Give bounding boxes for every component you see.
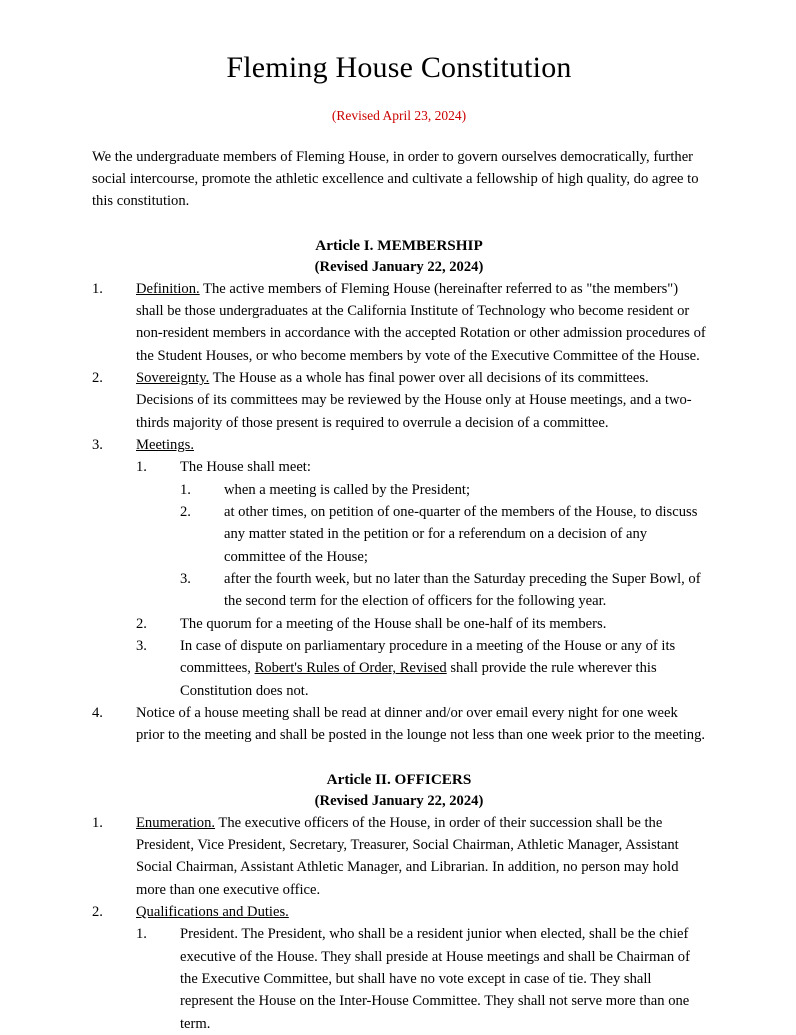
article-body xyxy=(92,812,706,1035)
article-heading: Article II. OFFICERS xyxy=(326,770,472,788)
list-item-term: Definition. xyxy=(136,280,200,297)
document-revision-note: (Revised April 23, 2024) xyxy=(331,108,467,123)
list-item-text xyxy=(136,278,706,367)
article-section-officers xyxy=(92,769,706,1035)
list-item-text xyxy=(180,635,706,702)
list-item-number: 1. xyxy=(92,280,103,297)
list-item-body: The House as a whole has final power over all decisions of its committees. Decisions of its committees may be reviewed by the House only at House meetings, and a two-thirds majority of those present is required to overrule a decision of a committee. xyxy=(136,370,692,431)
article-body xyxy=(92,278,706,747)
list-item-text xyxy=(136,901,706,923)
list-item-text: The House shall meet: xyxy=(180,459,311,476)
list-item xyxy=(180,568,706,613)
list-item xyxy=(136,456,706,478)
list-item-number: 2. xyxy=(92,904,103,921)
list-item-body-before: In case of dispute on parliamentary procedure in a meeting of the House or any of its committees, xyxy=(180,637,676,677)
list-item-number: 1. xyxy=(136,926,147,943)
list-item xyxy=(136,613,706,635)
list-item-text: The quorum for a meeting of the House shall be one-half of its members. xyxy=(180,615,607,632)
list-item-term: Sovereignty. xyxy=(136,370,210,387)
article-revision-note: (Revised January 22, 2024) xyxy=(314,792,484,809)
article-heading: Article I. MEMBERSHIP xyxy=(315,236,483,254)
list-item xyxy=(92,901,706,923)
list-item-text xyxy=(136,367,706,434)
list-item-text xyxy=(136,812,706,901)
preamble-paragraph: We the undergraduate members of Fleming House, in order to govern ourselves democratically, further social intercourse, promote the athletic excellence and cultivate a fellowship of high quality, do agree to this constitution. xyxy=(92,149,699,210)
list-item-number: 2. xyxy=(180,503,191,520)
list-item-body: The active members of Fleming House (hereinafter referred to as "the members") shall be those undergraduates at the California Institute of Technology who become resident or non-resident members in accordance with the accepted Rotation or other admission procedures of the Student Houses, or who become members by vote of the Executive Committee of the House. xyxy=(136,280,706,364)
list-item-number: 3. xyxy=(180,570,191,587)
list-item-number: 3. xyxy=(136,637,147,654)
list-item-text: at other times, on petition of one-quarter of the members of the House, to discuss any matter stated in the petition or for a referendum on a decision of any committee of the House; xyxy=(224,503,698,565)
list-item-text: Notice of a house meeting shall be read at dinner and/or over email every night for one week prior to the meeting and shall be posted in the lounge not less than one week prior to the meeting. xyxy=(136,704,706,744)
article-revision-note: (Revised January 22, 2024) xyxy=(314,258,484,275)
cited-work: Robert's Rules of Order, Revised xyxy=(254,660,447,677)
article-section-membership xyxy=(92,235,706,747)
list-item-body-after: shall provide the rule wherever this Constitution does not. xyxy=(180,660,657,699)
list-item-text: President. The President, who shall be a resident junior when elected, shall be the chief executive of the House. They shall preside at House meetings and shall be Chairman of the Executive Committee, but shall have no vote except in case of tie. They shall represent the House on the Inter-House Committee. They shall not serve more than one term. xyxy=(180,926,690,1032)
list-item xyxy=(92,278,706,367)
list-item xyxy=(92,702,706,747)
list-item xyxy=(92,367,706,434)
list-item-text xyxy=(136,434,706,456)
list-item-number: 3. xyxy=(92,437,103,453)
list-item-number: 2. xyxy=(92,370,103,387)
list-item-text: after the fourth week, but no later than the Saturday preceding the Super Bowl, of the second term for the election of officers for the following year. xyxy=(224,570,701,610)
list-item-body: The executive officers of the House, in order of their succession shall be the President, Vice President, Secretary, Treasurer, Social Chairman, Athletic Manager, Assistant Social Chairman, Assistant Athletic Manager, and Librarian. In addition, no person may hold more than one executive office. xyxy=(136,814,679,898)
list-item xyxy=(180,479,706,501)
list-item-term: Enumeration. xyxy=(136,814,216,831)
list-item-number: 1. xyxy=(180,481,191,498)
list-item-text: when a meeting is called by the President; xyxy=(224,481,470,498)
list-item-number: 1. xyxy=(136,459,147,476)
list-item-number: 4. xyxy=(92,704,103,721)
list-item xyxy=(92,434,706,456)
list-item-term: Qualifications and Duties. xyxy=(136,904,289,921)
list-item xyxy=(92,812,706,901)
list-item xyxy=(180,501,706,568)
list-item-number: 1. xyxy=(92,814,103,831)
list-item xyxy=(136,635,706,702)
page-title: Fleming House Constitution xyxy=(226,51,572,84)
list-item-number: 2. xyxy=(136,615,147,632)
list-item xyxy=(136,923,706,1035)
list-item-term: Meetings. xyxy=(136,437,194,453)
